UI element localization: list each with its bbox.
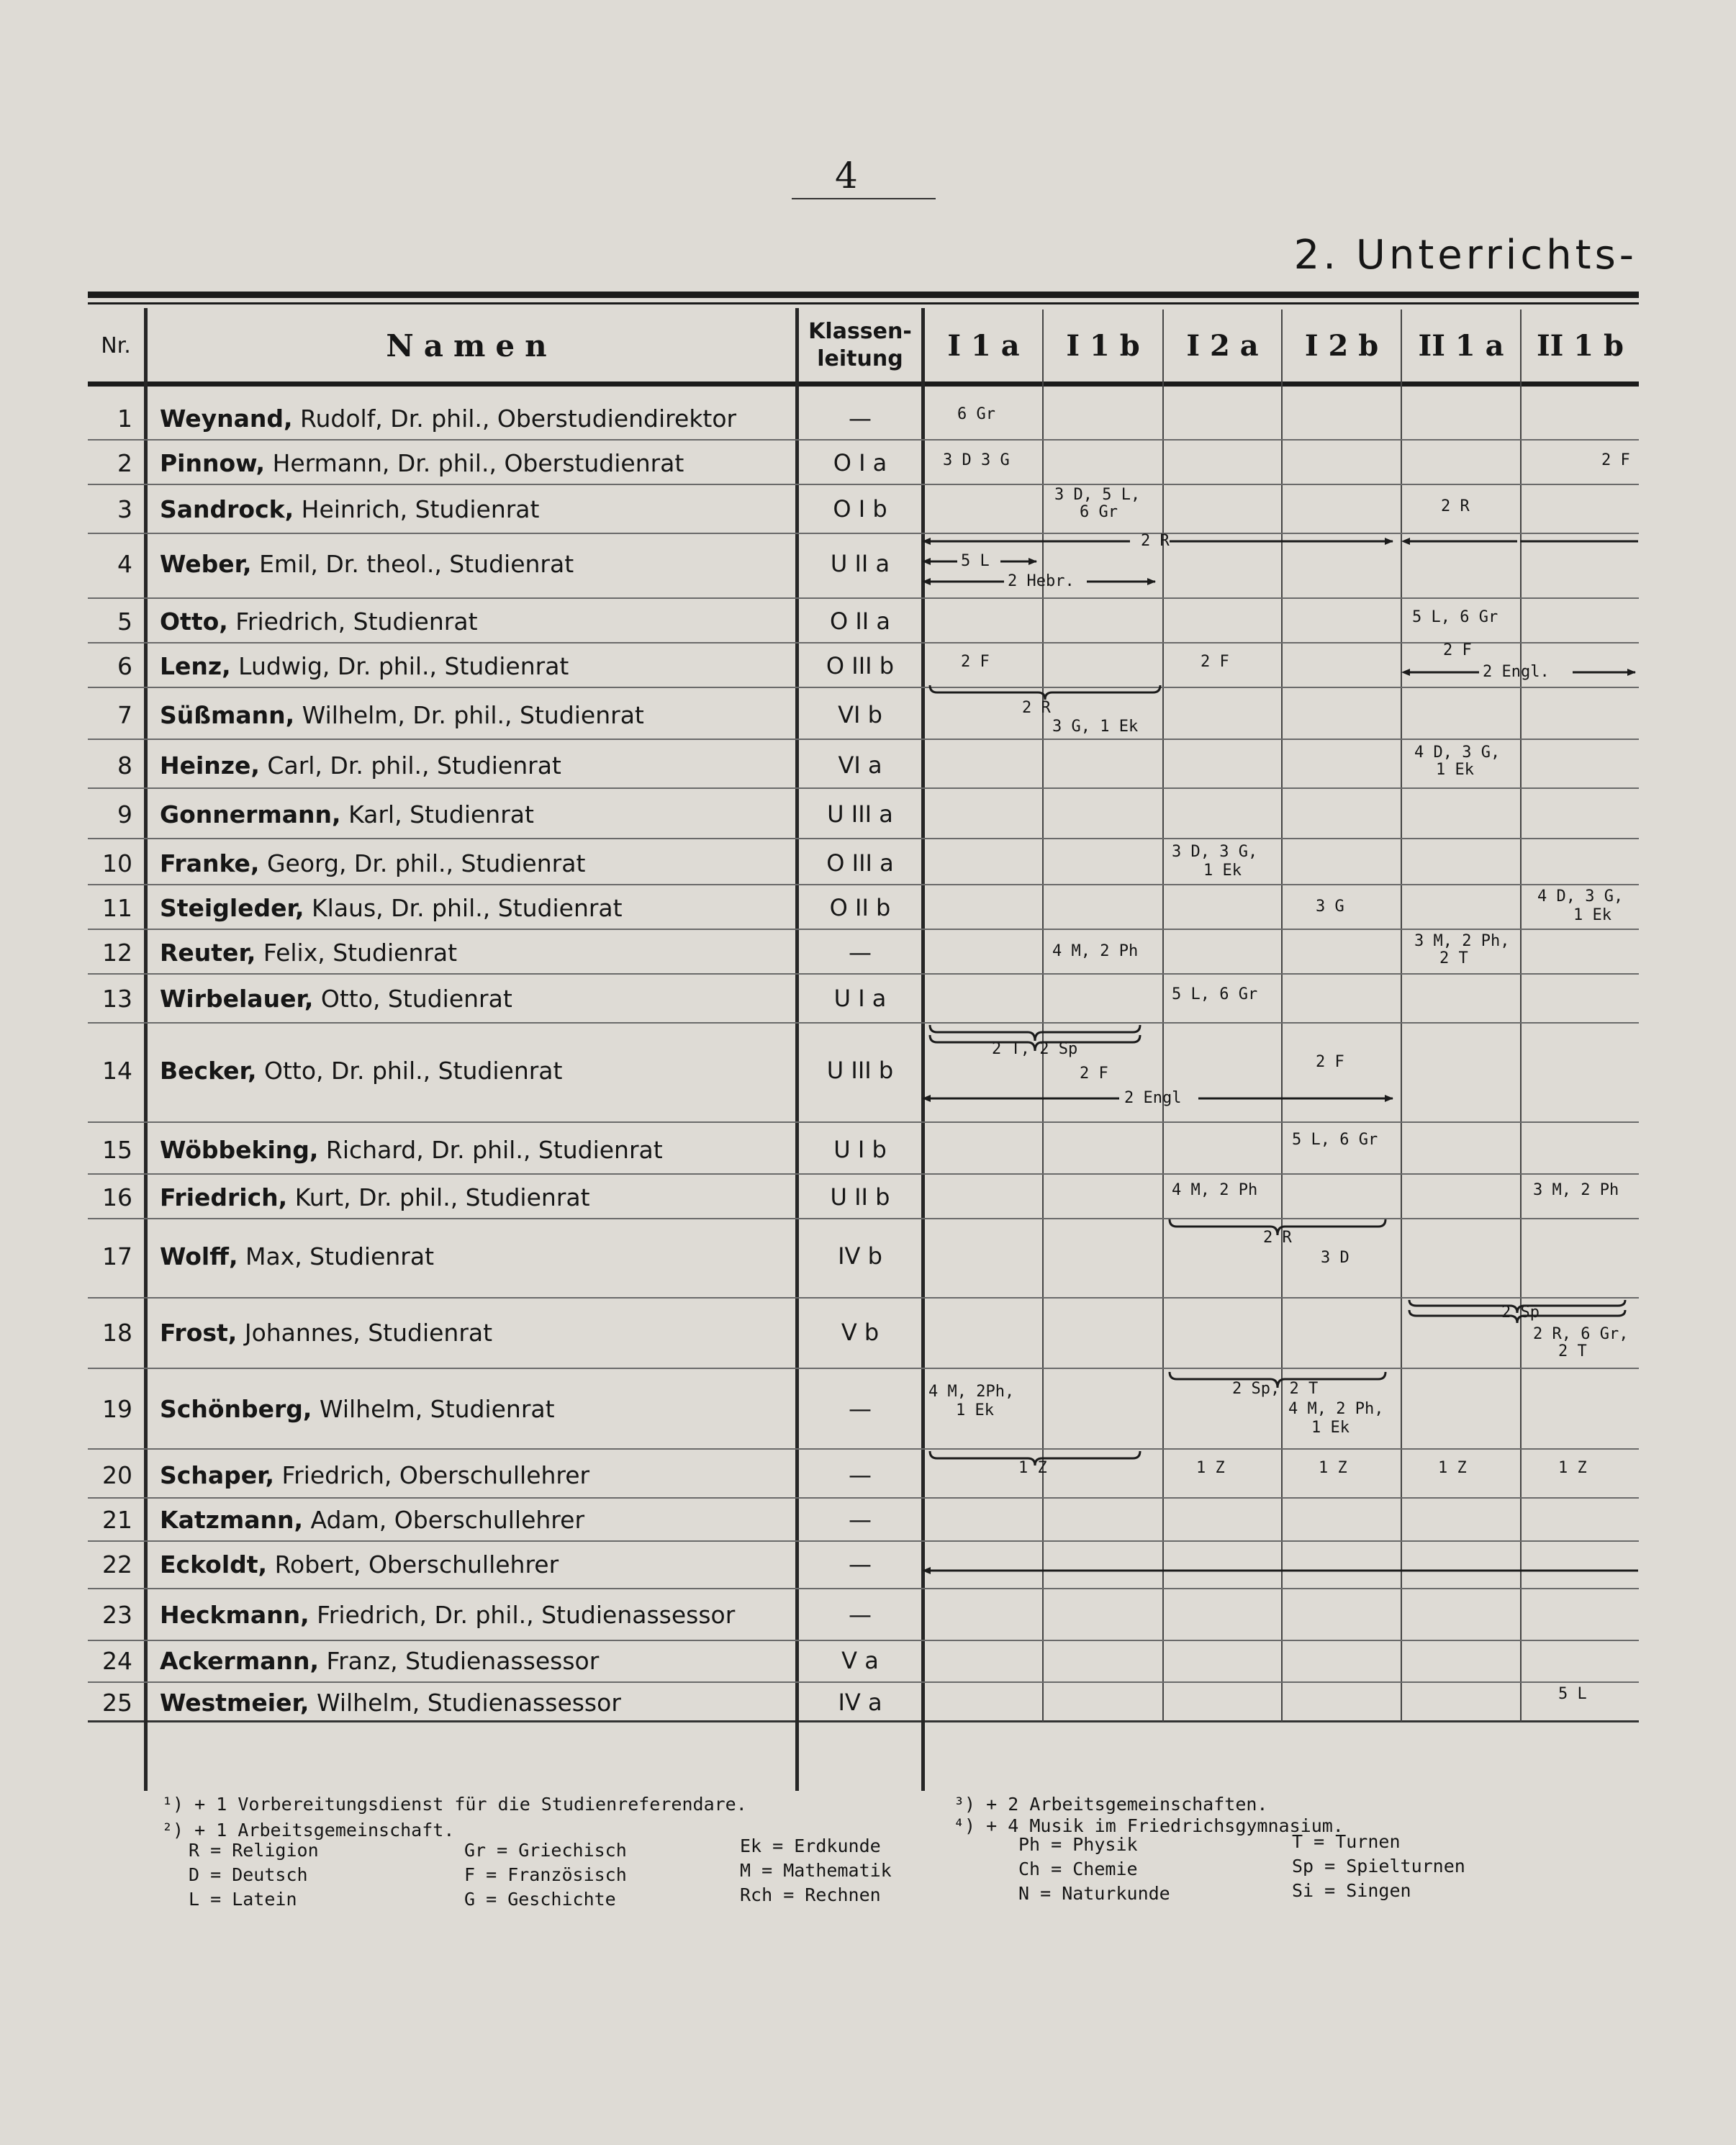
row-number: 23 [102,1601,132,1629]
assignment-cell: 5 L [961,552,990,570]
assignment-cell: 1 Ek [1573,906,1611,924]
teacher-details: Hermann, Dr. phil., Oberstudienrat [265,449,684,477]
teacher-details: Karl, Studienrat [340,800,534,828]
teacher-surname: Gonnermann, [160,800,341,828]
row-number: 25 [102,1689,132,1717]
class-lead: O II a [829,608,890,635]
assignment-cell: 3 G, 1 Ek [1052,718,1139,736]
row-number: 17 [102,1242,132,1270]
legend-singen: Si = Singen [1292,1880,1411,1901]
legend-griechisch: Gr = Griechisch [464,1840,627,1861]
assignment-cell: 2 R [1441,497,1470,515]
legend-turnen: T = Turnen [1292,1831,1401,1852]
assignment-cell: 2 R [1141,532,1170,550]
class-lead: IV b [838,1242,882,1270]
footnote-2: ²) + 1 Arbeitsgemeinschaft. [162,1820,455,1841]
assignment-cell: 3 D [1321,1249,1350,1267]
header-class-ii1b: II 1 b [1536,328,1624,363]
teacher-surname: Heckmann, [160,1601,309,1629]
assignment-cell: 4 M, 2 Ph [1172,1181,1258,1199]
teacher-details: Otto, Studienrat [313,985,512,1013]
row-number: 12 [102,939,132,967]
teacher-surname: Sandrock, [160,495,294,523]
legend-geschichte: G = Geschichte [464,1889,616,1910]
teacher-details: Otto, Dr. phil., Studienrat [256,1057,563,1085]
assignment-cell: 3 D 3 G [943,451,1010,469]
legend-naturkunde: N = Naturkunde [1018,1883,1170,1904]
row-number: 19 [102,1395,132,1423]
class-lead: — [849,1550,872,1578]
assignment-cell: 1 Ek [1311,1419,1350,1437]
teacher-surname: Westmeier, [160,1689,309,1717]
teacher-details: Johannes, Studienrat [237,1319,493,1347]
assignment-cell: 2 Sp, 2 T [1232,1380,1319,1398]
teacher-details: Heinrich, Studienrat [294,495,540,523]
assignment-cell: 5 L [1558,1685,1587,1703]
teacher-details: Kurt, Dr. phil., Studienrat [287,1183,590,1211]
class-lead: U II b [830,1183,890,1211]
class-lead: O I a [833,449,887,477]
assignment-cell: 4 M, 2Ph, [928,1383,1015,1401]
legend-rechnen: Rch = Rechnen [740,1884,881,1905]
assignment-cell: 1 Ek [956,1401,994,1419]
row-number: 15 [102,1136,132,1164]
class-lead: — [849,939,872,966]
legend-physik: Ph = Physik [1018,1834,1138,1855]
class-lead: IV a [838,1689,882,1716]
teacher-surname: Wöbbeking, [160,1136,319,1164]
row-number: 24 [102,1647,132,1675]
row-number: 22 [102,1550,132,1579]
teacher-details: Franz, Studienassessor [319,1647,600,1675]
teacher-surname: Ackermann, [160,1647,319,1675]
class-lead: V a [841,1647,879,1674]
teacher-details: Klaus, Dr. phil., Studienrat [304,894,623,922]
teacher-surname: Pinnow, [160,449,266,477]
assignment-cell: 1 Ek [1436,761,1474,779]
class-lead: O II b [829,894,891,921]
row-number: 13 [102,985,132,1013]
header-klassen-line2: leitung [817,346,903,371]
assignment-cell: 2 T [1439,949,1468,967]
assignment-cell: 2 F [1201,653,1229,671]
row-number: 1 [117,405,132,433]
brace [930,1451,1140,1466]
header-klassen-line1: Klassen- [808,319,912,344]
teacher-details: Rudolf, Dr. phil., Oberstudiendirektor [292,405,737,433]
teacher-surname: Frost, [160,1319,238,1347]
teacher-details: Felix, Studienrat [256,939,458,967]
class-lead: U III a [827,800,893,828]
class-lead: O III a [826,849,894,877]
assignment-cell: 4 D, 3 G, [1537,888,1624,906]
teacher-surname: Weynand, [160,405,293,433]
teacher-surname: Reuter, [160,939,256,967]
row-number: 7 [117,701,132,729]
brace [930,685,1160,700]
assignment-cell: 2 T, 2 Sp [992,1040,1078,1058]
teacher-surname: Steigleder, [160,894,304,922]
teacher-details: Emil, Dr. theol., Studienrat [251,550,574,578]
assignment-cell: 2 F [1601,451,1630,469]
assignment-cell: 1 Ek [1203,862,1242,880]
class-lead: VI b [838,701,882,728]
assignment-cell: 3 M, 2 Ph [1533,1181,1619,1199]
row-number: 11 [102,894,132,922]
class-lead: — [849,1506,872,1533]
assignment-cell: 1 Z [1438,1459,1467,1477]
assignment-cell: 4 D, 3 G, [1414,744,1501,762]
footnote-1: ¹) + 1 Vorbereitungsdienst für die Studienreferendare. [162,1794,747,1815]
class-lead: — [849,1601,872,1628]
row-number: 16 [102,1183,132,1211]
header-name: Namen [386,328,557,363]
assignment-cell: 2 R [1263,1229,1292,1247]
assignment-cell: 4 M, 2 Ph, [1288,1400,1384,1418]
class-lead: U I a [833,985,887,1012]
legend-mathematik: M = Mathematik [740,1860,892,1881]
assignment-cell: 3 G [1316,898,1344,916]
page-number: 4 [835,155,858,197]
teacher-details: Friedrich, Oberschullehrer [274,1461,590,1489]
assignment-cell: 3 D, 5 L, [1054,486,1141,504]
teacher-details: Richard, Dr. phil., Studienrat [318,1136,663,1164]
assignment-cell: 6 Gr [957,405,995,423]
header-class-i1a: I 1 a [947,328,1020,363]
class-lead: — [849,1395,872,1422]
header-nr: Nr. [101,333,131,358]
brace [1409,1300,1625,1313]
class-lead: — [849,1461,872,1489]
legend-franzoesisch: F = Französisch [464,1864,627,1885]
teacher-surname: Lenz, [160,652,231,680]
teacher-surname: Schönberg, [160,1395,312,1423]
assignment-cell: 5 L, 6 Gr [1292,1131,1378,1149]
header-class-i2b: I 2 b [1304,328,1379,363]
header-class-ii1a: II 1 a [1418,328,1504,363]
assignment-cell: 1 Z [1319,1459,1347,1477]
legend-spielturnen: Sp = Spielturnen [1292,1856,1465,1877]
teacher-surname: Otto, [160,608,228,636]
class-lead: O I b [833,495,887,523]
assignment-cell: 5 L, 6 Gr [1172,985,1258,1003]
teacher-details: Georg, Dr. phil., Studienrat [259,849,586,877]
assignment-cell: 5 L, 6 Gr [1412,608,1498,626]
assignment-cell: 2 F [961,653,990,671]
assignment-cell: 2 F [1316,1053,1344,1071]
class-lead: U II a [830,550,890,577]
assignment-cell: 2 F [1443,641,1472,659]
row-number: 2 [117,449,132,477]
header-class-i1b: I 1 b [1066,328,1140,363]
row-number: 4 [117,550,132,578]
assignment-cell: 1 Z [1196,1459,1225,1477]
assignment-cell: 1 Z [1018,1459,1047,1477]
teacher-surname: Süßmann, [160,701,295,729]
class-lead: V b [841,1319,880,1346]
footnote-4: ⁴) + 4 Musik im Friedrichsgymnasium. [954,1815,1344,1836]
assignment-cell: 4 M, 2 Ph [1052,942,1139,960]
assignment-cell: 3 D, 3 G, [1172,843,1258,861]
brace [1170,1219,1385,1235]
teacher-details: Wilhelm, Dr. phil., Studienrat [294,701,644,729]
teacher-details: Wilhelm, Studienassessor [309,1689,621,1717]
teacher-surname: Friedrich, [160,1183,288,1211]
row-number: 6 [117,652,132,680]
teacher-details: Wilhelm, Studienrat [312,1395,555,1423]
teacher-surname: Wirbelauer, [160,985,314,1013]
assignment-cell: 3 M, 2 Ph, [1414,932,1510,950]
teacher-details: Ludwig, Dr. phil., Studienrat [230,652,569,680]
teacher-details: Robert, Oberschullehrer [267,1550,559,1579]
legend-deutsch: D = Deutsch [189,1864,308,1885]
section-title: 2. Unterrichts- [1293,232,1637,279]
teacher-details: Adam, Oberschullehrer [303,1506,585,1534]
class-lead: U I b [833,1136,887,1163]
assignment-cell: 2 Engl. [1483,663,1550,681]
teacher-details: Carl, Dr. phil., Studienrat [259,751,561,780]
teacher-surname: Wolff, [160,1242,238,1270]
assignment-cell: 2 R [1022,699,1051,717]
row-number: 9 [117,800,132,828]
brace [1170,1372,1385,1388]
row-number: 20 [102,1461,132,1489]
teacher-details: Friedrich, Dr. phil., Studienassessor [309,1601,736,1629]
legend-latein: L = Latein [189,1889,297,1910]
teacher-surname: Heinze, [160,751,260,780]
teacher-surname: Weber, [160,550,252,578]
assignment-cell: 6 Gr [1080,503,1118,521]
class-lead: O III b [826,652,895,679]
teacher-surname: Franke, [160,849,260,877]
teacher-surname: Becker, [160,1057,257,1085]
legend-chemie: Ch = Chemie [1018,1859,1138,1879]
teacher-surname: Schaper, [160,1461,275,1489]
brace [930,1025,1140,1041]
row-number: 21 [102,1506,132,1534]
legend-religion: R = Religion [189,1840,319,1861]
teacher-surname: Katzmann, [160,1506,303,1534]
assignment-cell: 1 Z [1558,1459,1587,1477]
footnote-3: ³) + 2 Arbeitsgemeinschaften. [954,1794,1268,1815]
assignment-cell: 2 Engl [1124,1089,1182,1107]
assignment-cell: 2 Sp [1501,1304,1540,1322]
row-number: 14 [102,1057,132,1085]
legend-erdkunde: Ek = Erdkunde [740,1835,881,1856]
teacher-details: Max, Studienrat [238,1242,435,1270]
class-lead: VI a [838,751,882,779]
assignment-cell: 2 Hebr. [1008,572,1075,590]
class-lead: U III b [826,1057,894,1084]
row-number: 18 [102,1319,132,1347]
assignment-cell: 2 T [1558,1342,1587,1360]
row-number: 10 [102,849,132,877]
row-number: 5 [117,608,132,636]
assignment-cell: 2 R, 6 Gr, [1533,1325,1629,1343]
teacher-surname: Eckoldt, [160,1550,268,1579]
assignment-cell: 2 F [1080,1065,1108,1083]
teacher-details: Friedrich, Studienrat [227,608,478,636]
class-lead: — [849,405,872,432]
header-class-i2a: I 2 a [1186,328,1259,363]
row-number: 8 [117,751,132,780]
row-number: 3 [117,495,132,523]
